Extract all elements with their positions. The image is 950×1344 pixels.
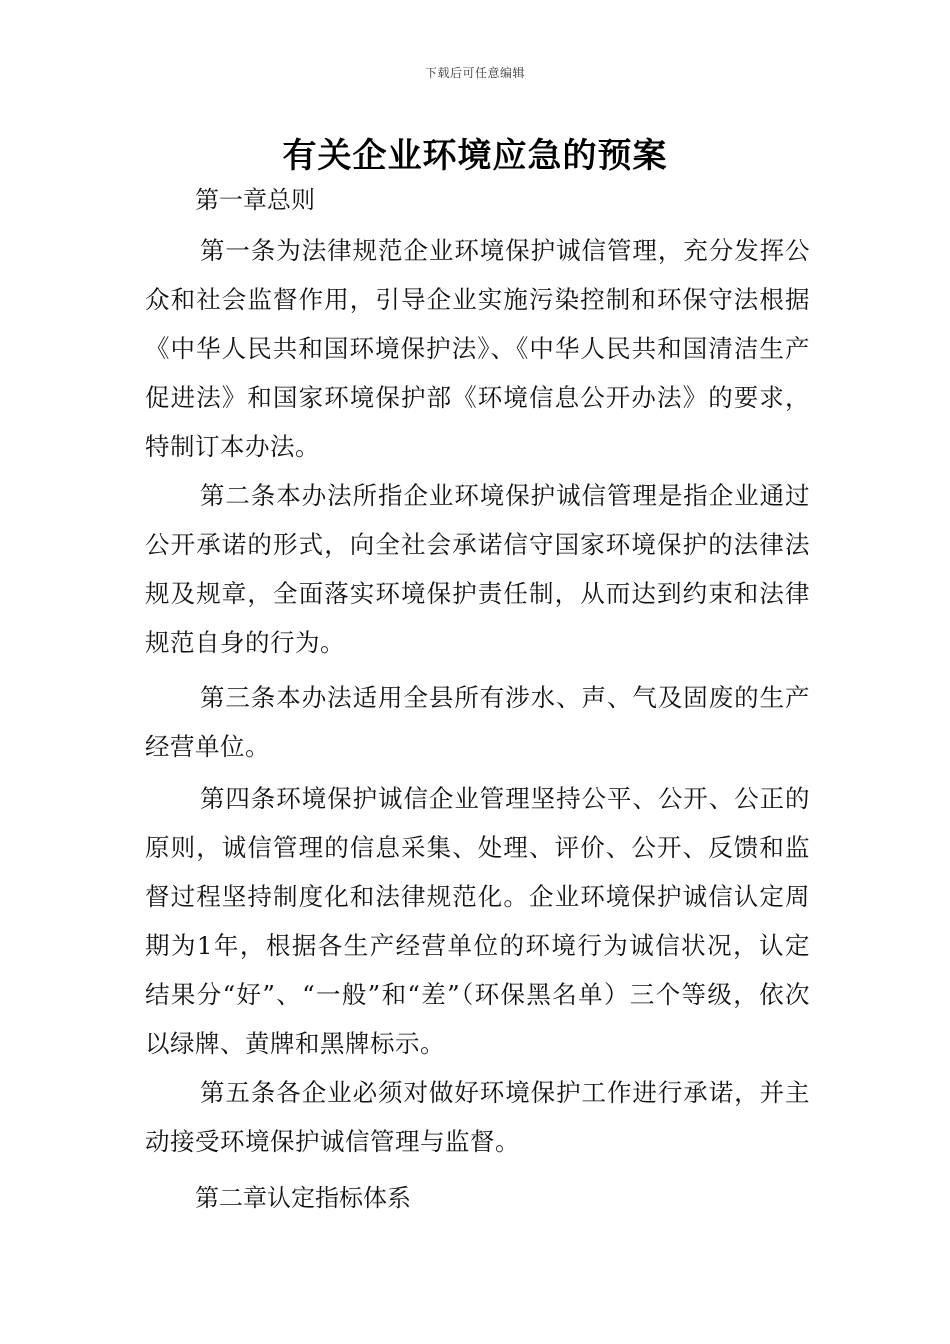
chapter-heading-2: 第二章认定指标体系 — [195, 1184, 411, 1212]
header-note: 下载后可任意编辑 — [424, 66, 525, 80]
article-3 — [145, 673, 810, 771]
paragraph-article-2: 第二条本办法所指企业环境保护诚信管理是指企业通过公开承诺的形式，向全社会承诺信守国家环境保护的法律法规及规章，全面落实环境保护责任制，从而达到约束和法律规范自身的行为。 — [145, 481, 810, 657]
paragraph-article-1: 第一条为法律规范企业环境保护诚信管理，充分发挥公众和社会监督作用，引导企业实施污染控制和环保守法根据《中华人民共和国环境保护法》、《中华人民共和国清洁生产促进法》和国家环境保护部《环境信息公开办法》的要求，特制订本办法。 — [145, 236, 810, 461]
paragraph-article-5: 第五条各企业必须对做好环境保护工作进行承诺，并主动接受环境保护诚信管理与监督。 — [145, 1078, 810, 1156]
article-2 — [145, 471, 810, 667]
article-1 — [145, 226, 810, 471]
chapter-heading-1: 第一章总则 — [195, 186, 315, 214]
article-5 — [145, 1068, 810, 1166]
paragraph-article-3: 第三条本办法适用全县所有涉水、声、气及固废的生产经营单位。 — [145, 683, 810, 761]
paragraph-article-4: 第四条环境保护诚信企业管理坚持公平、公开、公正的原则，诚信管理的信息采集、处理、评价、公开、反馈和监督过程坚持制度化和法律规范化。企业环境保护诚信认定周期为1年，根据各生产经营单位的环境行为诚信状况，认定结果分“好”、“一般”和“差”（环保黑名单）三个等级，依次以绿牌、黄牌和黑牌标示。 — [145, 784, 810, 1058]
article-4 — [145, 774, 810, 1068]
document-title: 有关企业环境应急的预案 — [282, 136, 668, 176]
